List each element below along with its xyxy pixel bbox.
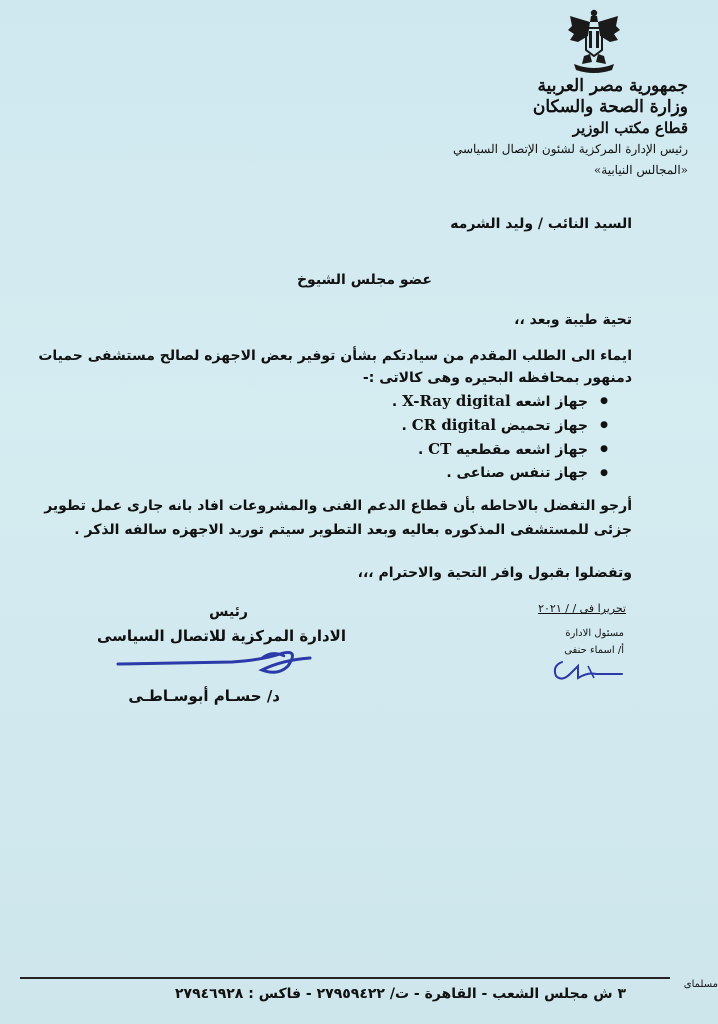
signatory-title: رئيس — [209, 604, 248, 620]
officer-initials-signature — [548, 652, 628, 686]
item-tag: CT — [428, 440, 452, 458]
footer-edge-text: مسلماى — [683, 979, 718, 990]
letterhead — [398, 76, 688, 181]
signatory-name: د/ حسـام أبوسـاطـى — [128, 687, 280, 705]
item-end: . — [446, 465, 452, 481]
eagle-emblem-icon — [566, 6, 622, 76]
item-label: جهاز اشعه — [515, 394, 588, 410]
footer-divider — [20, 977, 670, 979]
list-item — [392, 462, 608, 485]
recipient-line: السيد النائب / وليد الشرمه — [450, 216, 632, 232]
footer-address: ٣ ش مجلس الشعب - القاهرة - ت/ ٢٧٩٥٩٤٢٢ - فاكس : ٢٧٩٤٦٩٢٨ — [174, 986, 626, 1002]
item-tag: X-Ray digital — [402, 392, 511, 410]
paragraph-1-line-1: ايماء الى الطلب المقدم من سيادتكم بشأن توفير بعض الاجهزه لصالح مستشفى حميات — [38, 348, 632, 364]
item-label: جهاز تحميض — [500, 418, 588, 434]
header-country: جمهورية مصر العربية — [537, 76, 688, 96]
list-item — [392, 390, 608, 414]
header-ministry: وزارة الصحة والسكان — [532, 97, 688, 117]
paragraph-2-line-1: أرجو التفضل بالاحاطه بأن قطاع الدعم الفنى والمشروعات افاد بانه جارى عمل تطوير — [44, 498, 632, 514]
officer-name: أ/ اسماء حنفى — [564, 645, 624, 656]
header-department: رئيس الإدارة المركزية لشئون الإتصال السياسي — [452, 142, 688, 156]
greeting-line: تحية طيبة وبعد ،، — [514, 312, 632, 328]
recipient-title: عضو مجلس الشيوخ — [296, 272, 432, 288]
closing-line: وتفضلوا بقبول وافر التحية والاحترام ،،، — [357, 565, 632, 581]
paragraph-2-line-2: جزئى للمستشفى المذكوره بعاليه وبعد التطوير سيتم توريد الاجهزه سالفه الذكر . — [74, 522, 632, 538]
equipment-list — [392, 390, 608, 485]
list-item — [392, 438, 608, 462]
signatory-department: الادارة المركزية للاتصال السياسى — [96, 627, 346, 645]
item-end: . — [417, 442, 424, 458]
officer-title: مسئول الادارة — [565, 628, 624, 639]
item-label: جهاز تنفس صناعى — [456, 465, 588, 481]
paragraph-1-line-2: دمنهور بمحافظه البحيره وهى كالاتى :- — [362, 370, 632, 386]
item-tag: CR digital — [411, 416, 497, 434]
header-sector: قطاع مكتب الوزير — [572, 119, 688, 137]
item-end: . — [391, 394, 398, 410]
header-subdepartment: «المجالس النيابية» — [593, 163, 688, 177]
date-line: تحريرا فى / / ٢٠٢١ — [538, 602, 626, 615]
item-label: جهاز اشعه مقطعيه — [456, 442, 588, 458]
list-item — [392, 414, 608, 438]
item-end: . — [401, 418, 407, 434]
handwritten-signature — [112, 630, 332, 690]
